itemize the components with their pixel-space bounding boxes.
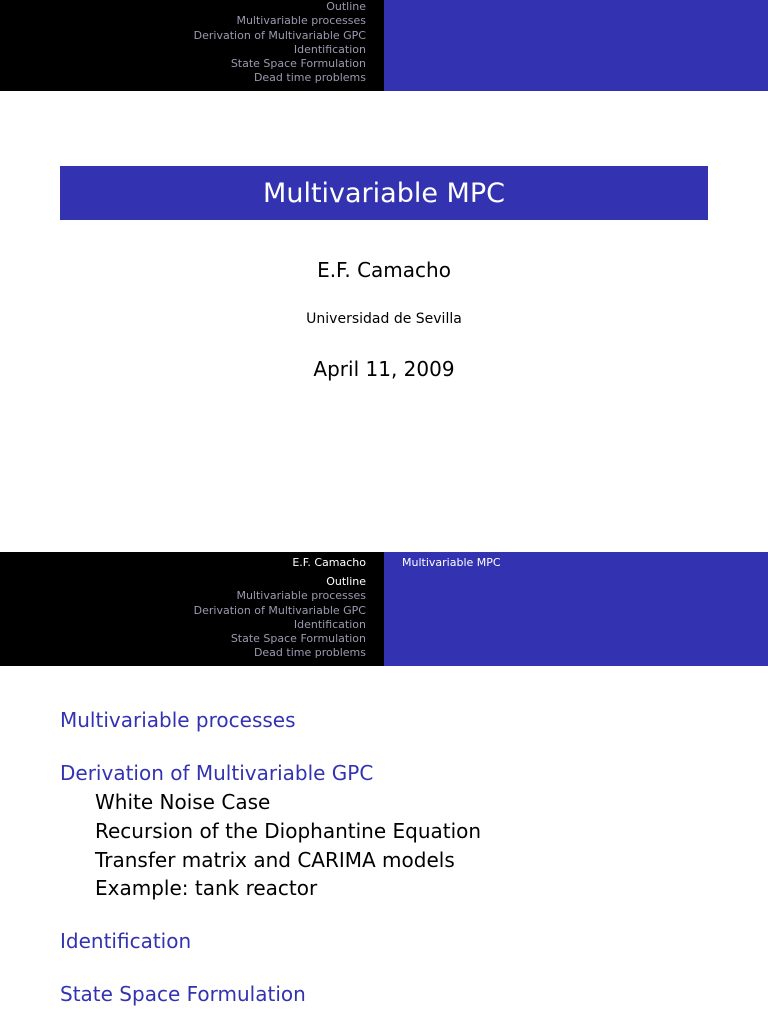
page-gap: [0, 520, 768, 552]
outline-slide: [0, 552, 768, 1024]
section-nav-panel: [0, 552, 384, 666]
toc-subsection-carima[interactable]: Transfer matrix and CARIMA models: [95, 848, 455, 872]
toc-subsection-diophantine[interactable]: Recursion of the Diophantine Equation: [95, 819, 482, 843]
section-nav-list: [194, 0, 366, 86]
nav-item-dead-time[interactable]: Dead time problems: [253, 71, 366, 85]
section-nav-panel: [0, 0, 384, 91]
presentation-date: April 11, 2009: [313, 357, 455, 381]
presentation-author: E.F. Camacho: [317, 258, 451, 282]
nav-item-identification[interactable]: Identification: [293, 42, 366, 56]
nav-item-outline[interactable]: Outline: [326, 575, 366, 588]
slide-headline: [0, 552, 768, 666]
section-nav-list: [194, 575, 366, 661]
nav-item-derivation-gpc[interactable]: Derivation of Multivariable GPC: [193, 28, 366, 42]
toc-section-derivation-gpc[interactable]: Derivation of Multivariable GPC: [60, 761, 374, 785]
nav-item-outline[interactable]: Outline: [326, 0, 366, 13]
nav-item-multivariable-processes[interactable]: Multivariable processes: [236, 589, 366, 603]
toc-section-state-space[interactable]: State Space Formulation: [60, 982, 306, 1006]
toc-subsection-tank-reactor[interactable]: Example: tank reactor: [95, 876, 318, 900]
nav-item-identification[interactable]: Identification: [293, 617, 366, 631]
title-nav-panel: [384, 0, 768, 91]
presentation-title-box: [60, 166, 708, 220]
nav-presentation-title[interactable]: Multivariable MPC: [402, 556, 501, 569]
nav-item-state-space[interactable]: State Space Formulation: [230, 57, 366, 71]
nav-author: E.F. Camacho: [292, 556, 366, 569]
toc-section-multivariable-processes[interactable]: Multivariable processes: [60, 708, 296, 732]
slide-headline: [0, 0, 768, 91]
toc-subsection-white-noise[interactable]: White Noise Case: [95, 790, 271, 814]
title-nav-panel: [384, 552, 768, 666]
presentation-institute: Universidad de Sevilla: [306, 311, 462, 327]
nav-item-derivation-gpc[interactable]: Derivation of Multivariable GPC: [193, 603, 366, 617]
nav-item-dead-time[interactable]: Dead time problems: [253, 646, 366, 660]
toc-section-identification[interactable]: Identification: [60, 929, 192, 953]
nav-item-state-space[interactable]: State Space Formulation: [230, 632, 366, 646]
nav-item-multivariable-processes[interactable]: Multivariable processes: [236, 14, 366, 28]
presentation-title: Multivariable MPC: [263, 177, 505, 209]
